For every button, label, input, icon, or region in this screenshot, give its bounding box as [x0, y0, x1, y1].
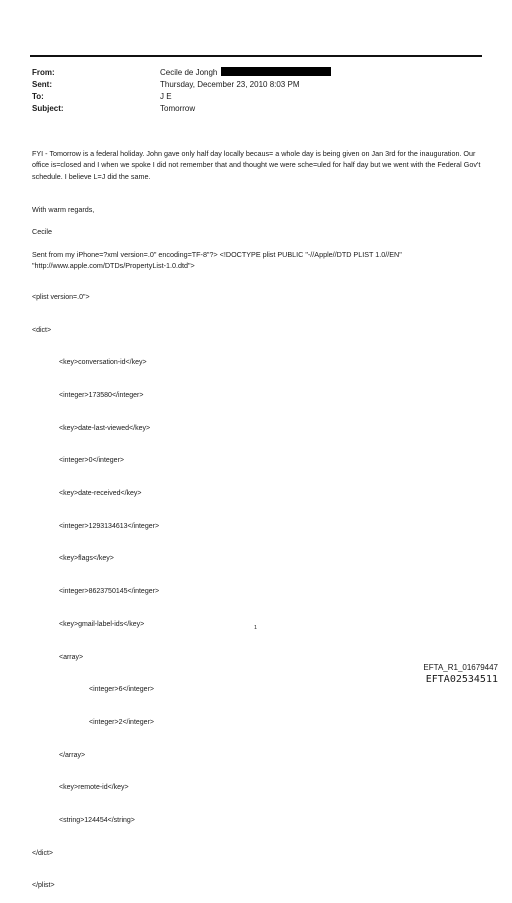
xml-line: <key>remote-id</key>: [59, 784, 129, 792]
xml-line: </dict>: [32, 849, 54, 857]
page-number: 1: [254, 625, 258, 631]
xml-line: <plist version=.0">: [32, 293, 90, 301]
redaction-bar: [221, 67, 331, 76]
to-label: To:: [32, 92, 44, 101]
sent-from-line-2: "http://www.apple.com/DTDs/PropertyList-1.0.dtd">: [32, 261, 195, 270]
signature-line: Cecile: [32, 227, 52, 236]
xml-line: <integer>0</integer>: [59, 457, 124, 465]
email-body-paragraph: FYI - Tomorrow is a federal holiday. John gave only half day locally becaus= a whole day is being given on Jan 3rd for the inauguration. Our office is=closed and I when we spoke I did not remember that and thought we were sche=uled for half day but we went with the Federal Gov't schedule. I believe L=J did the same.: [32, 149, 481, 181]
from-label: From:: [32, 68, 55, 77]
sent-value: Thursday, December 23, 2010 8:03 PM: [160, 80, 300, 89]
xml-line: <integer>1293134613</integer>: [59, 522, 160, 530]
xml-line: </array>: [59, 751, 86, 759]
xml-line: </plist>: [32, 882, 55, 890]
xml-line: <key>date-last-viewed</key>: [59, 424, 151, 432]
xml-line: <key>flags</key>: [59, 555, 114, 563]
xml-line: <integer>6</integer>: [89, 686, 154, 694]
header-rule: [30, 55, 482, 57]
xml-line: <array>: [59, 653, 84, 661]
plist-xml-block: [32, 271, 159, 903]
sent-label: Sent:: [32, 80, 52, 89]
xml-line: <integer>2</integer>: [89, 718, 154, 726]
xml-line: <string>124454</string>: [59, 817, 135, 825]
xml-line: <integer>173580</integer>: [59, 391, 144, 399]
subject-value: Tomorrow: [160, 104, 196, 113]
bates-number: EFTA02534511: [425, 674, 498, 685]
xml-line: <integer>8623750145</integer>: [59, 588, 160, 596]
from-value: Cecile de Jongh: [160, 68, 218, 77]
to-value: J E: [160, 92, 172, 101]
xml-line: <key>date-received</key>: [59, 490, 142, 498]
xml-line: <dict>: [32, 326, 52, 334]
subject-label: Subject:: [32, 104, 64, 113]
xml-line: <key>gmail-label-ids</key>: [59, 620, 145, 628]
closing-line: With warm regards,: [32, 205, 95, 214]
sent-from-line-1: Sent from my iPhone=?xml version=.0" encoding=TF-8"?> <!DOCTYPE plist PUBLIC "-//Apple//DTD PLIST 1.0//EN": [32, 250, 402, 259]
xml-line: <key>conversation-id</key>: [59, 359, 147, 367]
reference-code: EFTA_R1_01679447: [423, 663, 498, 672]
